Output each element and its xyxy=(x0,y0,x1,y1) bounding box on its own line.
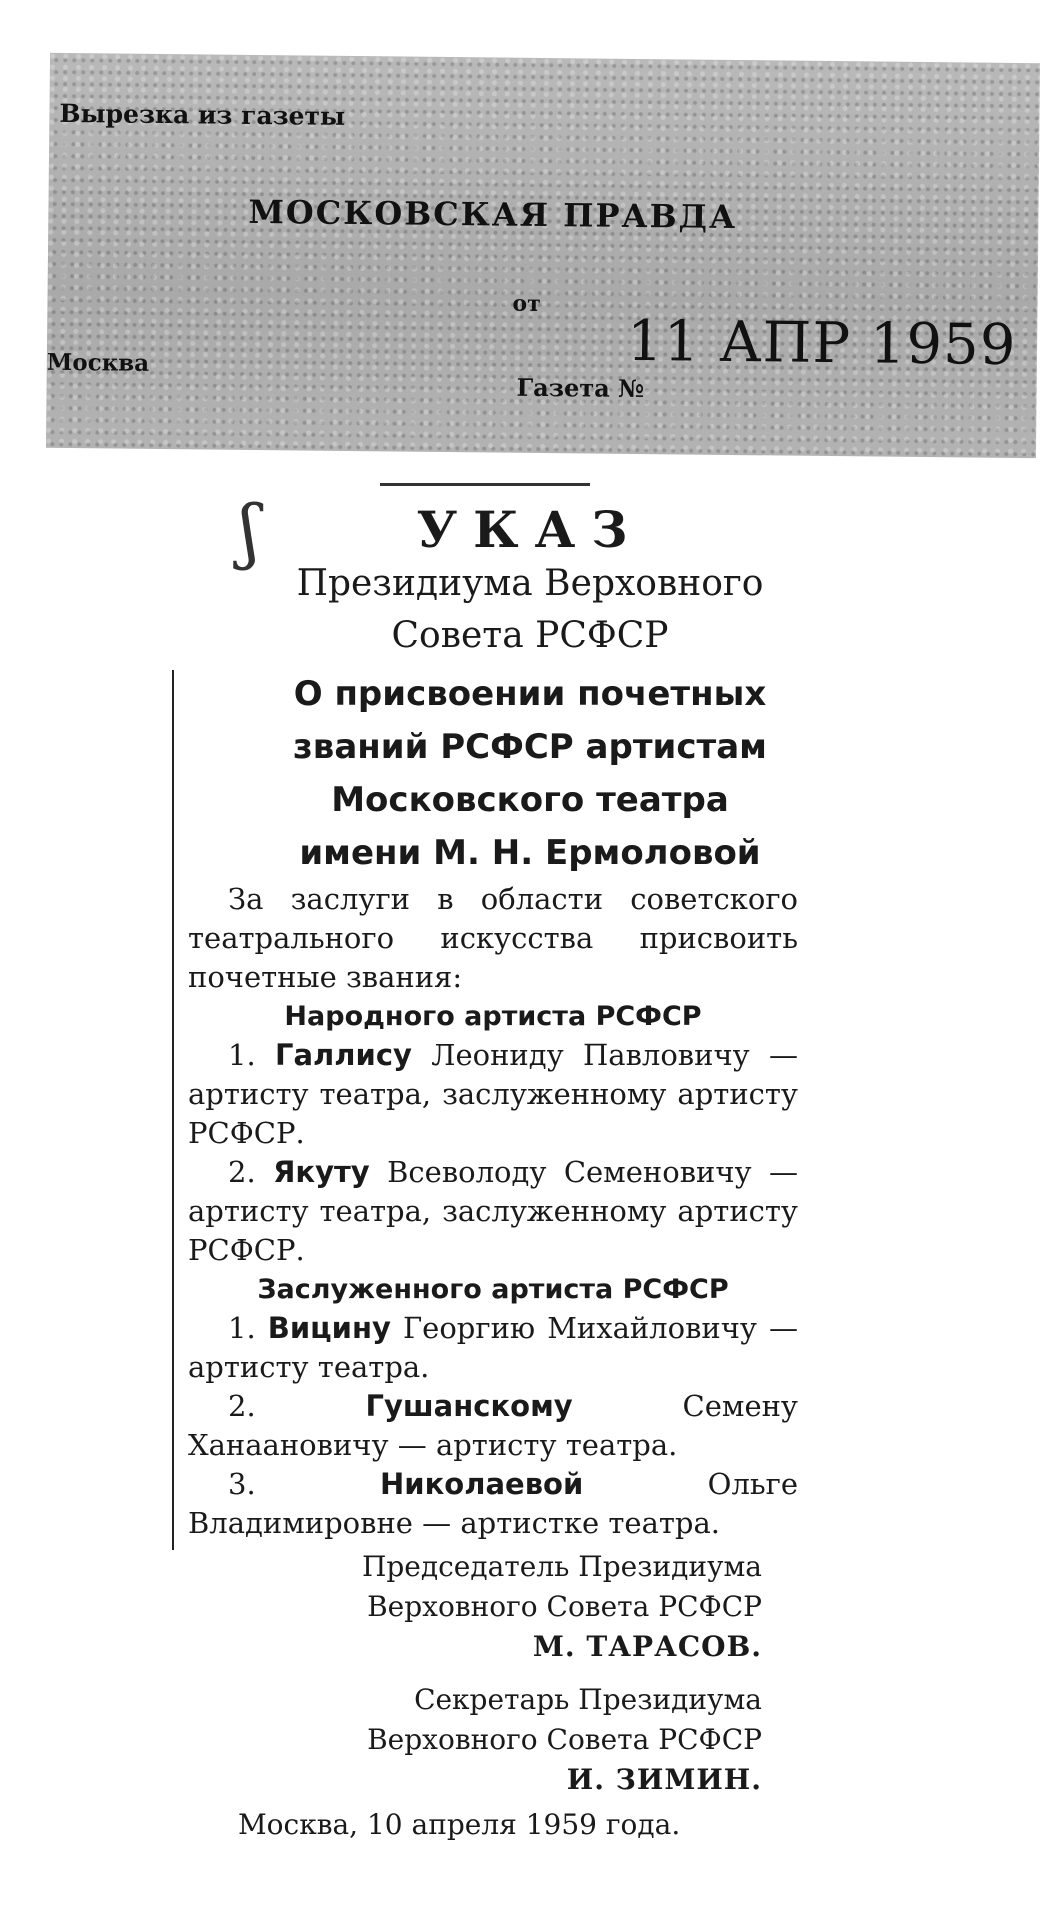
signature-title: Секретарь Президиума xyxy=(414,1683,762,1716)
dateline: Москва, 10 апреля 1959 года. xyxy=(238,1808,681,1841)
decree-title: УКАЗ xyxy=(416,500,644,559)
date-prefix: от xyxy=(512,290,541,317)
decree-subtitle xyxy=(0,558,1060,662)
list-item xyxy=(188,1036,798,1153)
column-rule xyxy=(172,670,174,1550)
signature-name: М. ТАРАСОВ. xyxy=(532,1630,762,1663)
item-text: Леониду Павловичу — артисту театра, заслуженному артисту РСФСР. xyxy=(188,1038,799,1150)
heading-line: Московского театра xyxy=(331,780,729,820)
decree-heading xyxy=(0,668,1060,880)
heading-line: О присвоении почетных xyxy=(293,674,767,714)
item-text: Всеволоду Семеновичу — артисту театра, заслуженному артисту РСФСР. xyxy=(188,1155,798,1267)
section-title: Заслуженного артиста РСФСР xyxy=(257,1274,729,1305)
signature-title: Верховного Совета РСФСР xyxy=(367,1590,762,1623)
pen-mark-icon: ʃ xyxy=(240,490,260,572)
signature-chairman xyxy=(362,1547,762,1667)
item-surname: Якуту xyxy=(273,1155,370,1189)
item-number: 1. xyxy=(228,1038,256,1072)
decree-body xyxy=(188,880,798,1543)
list-item xyxy=(188,1387,798,1465)
clipping-city: Москва xyxy=(46,348,150,377)
heading-line: званий РСФСР артистам xyxy=(293,727,767,767)
item-number: 2. xyxy=(228,1155,256,1189)
heading-line: имени М. Н. Ермоловой xyxy=(299,833,761,873)
item-surname: Николаевой xyxy=(380,1467,584,1501)
item-number: 2. xyxy=(228,1389,256,1423)
list-item xyxy=(188,1309,798,1387)
item-surname: Галлису xyxy=(275,1038,412,1072)
issue-number-label: Газета № xyxy=(516,372,645,404)
date-stamp: 11 АПР 1959 xyxy=(626,308,1017,378)
item-surname: Гушанскому xyxy=(365,1389,573,1423)
list-item xyxy=(188,1465,798,1543)
signature-title: Верховного Совета РСФСР xyxy=(367,1723,762,1756)
clipping-label xyxy=(46,53,1040,458)
intro-paragraph: За заслуги в области советского театрального искусства присвоить почетные звания: xyxy=(188,882,798,994)
item-text: Георгию Михайловичу — артисту театра. xyxy=(188,1311,799,1384)
section-title: Народного артиста РСФСР xyxy=(284,1001,702,1032)
list-item xyxy=(188,1153,798,1270)
item-text: Семену Ханаановичу — артисту театра. xyxy=(188,1389,798,1462)
item-surname: Вицину xyxy=(267,1311,391,1345)
signature-title: Председатель Президиума xyxy=(361,1550,762,1583)
clipping-source-label: Вырезка из газеты xyxy=(59,98,346,131)
item-number: 1. xyxy=(228,1311,256,1345)
subtitle-line: Совета РСФСР xyxy=(391,615,669,656)
label-divider xyxy=(380,483,590,486)
signature-secretary xyxy=(367,1680,762,1800)
item-number: 3. xyxy=(228,1467,256,1501)
newspaper-name: МОСКОВСКАЯ ПРАВДА xyxy=(248,192,738,237)
item-text: Ольге Владимировне — артистке театра. xyxy=(188,1467,799,1540)
subtitle-line: Президиума Верховного xyxy=(296,563,764,604)
signature-name: И. ЗИМИН. xyxy=(566,1763,762,1796)
